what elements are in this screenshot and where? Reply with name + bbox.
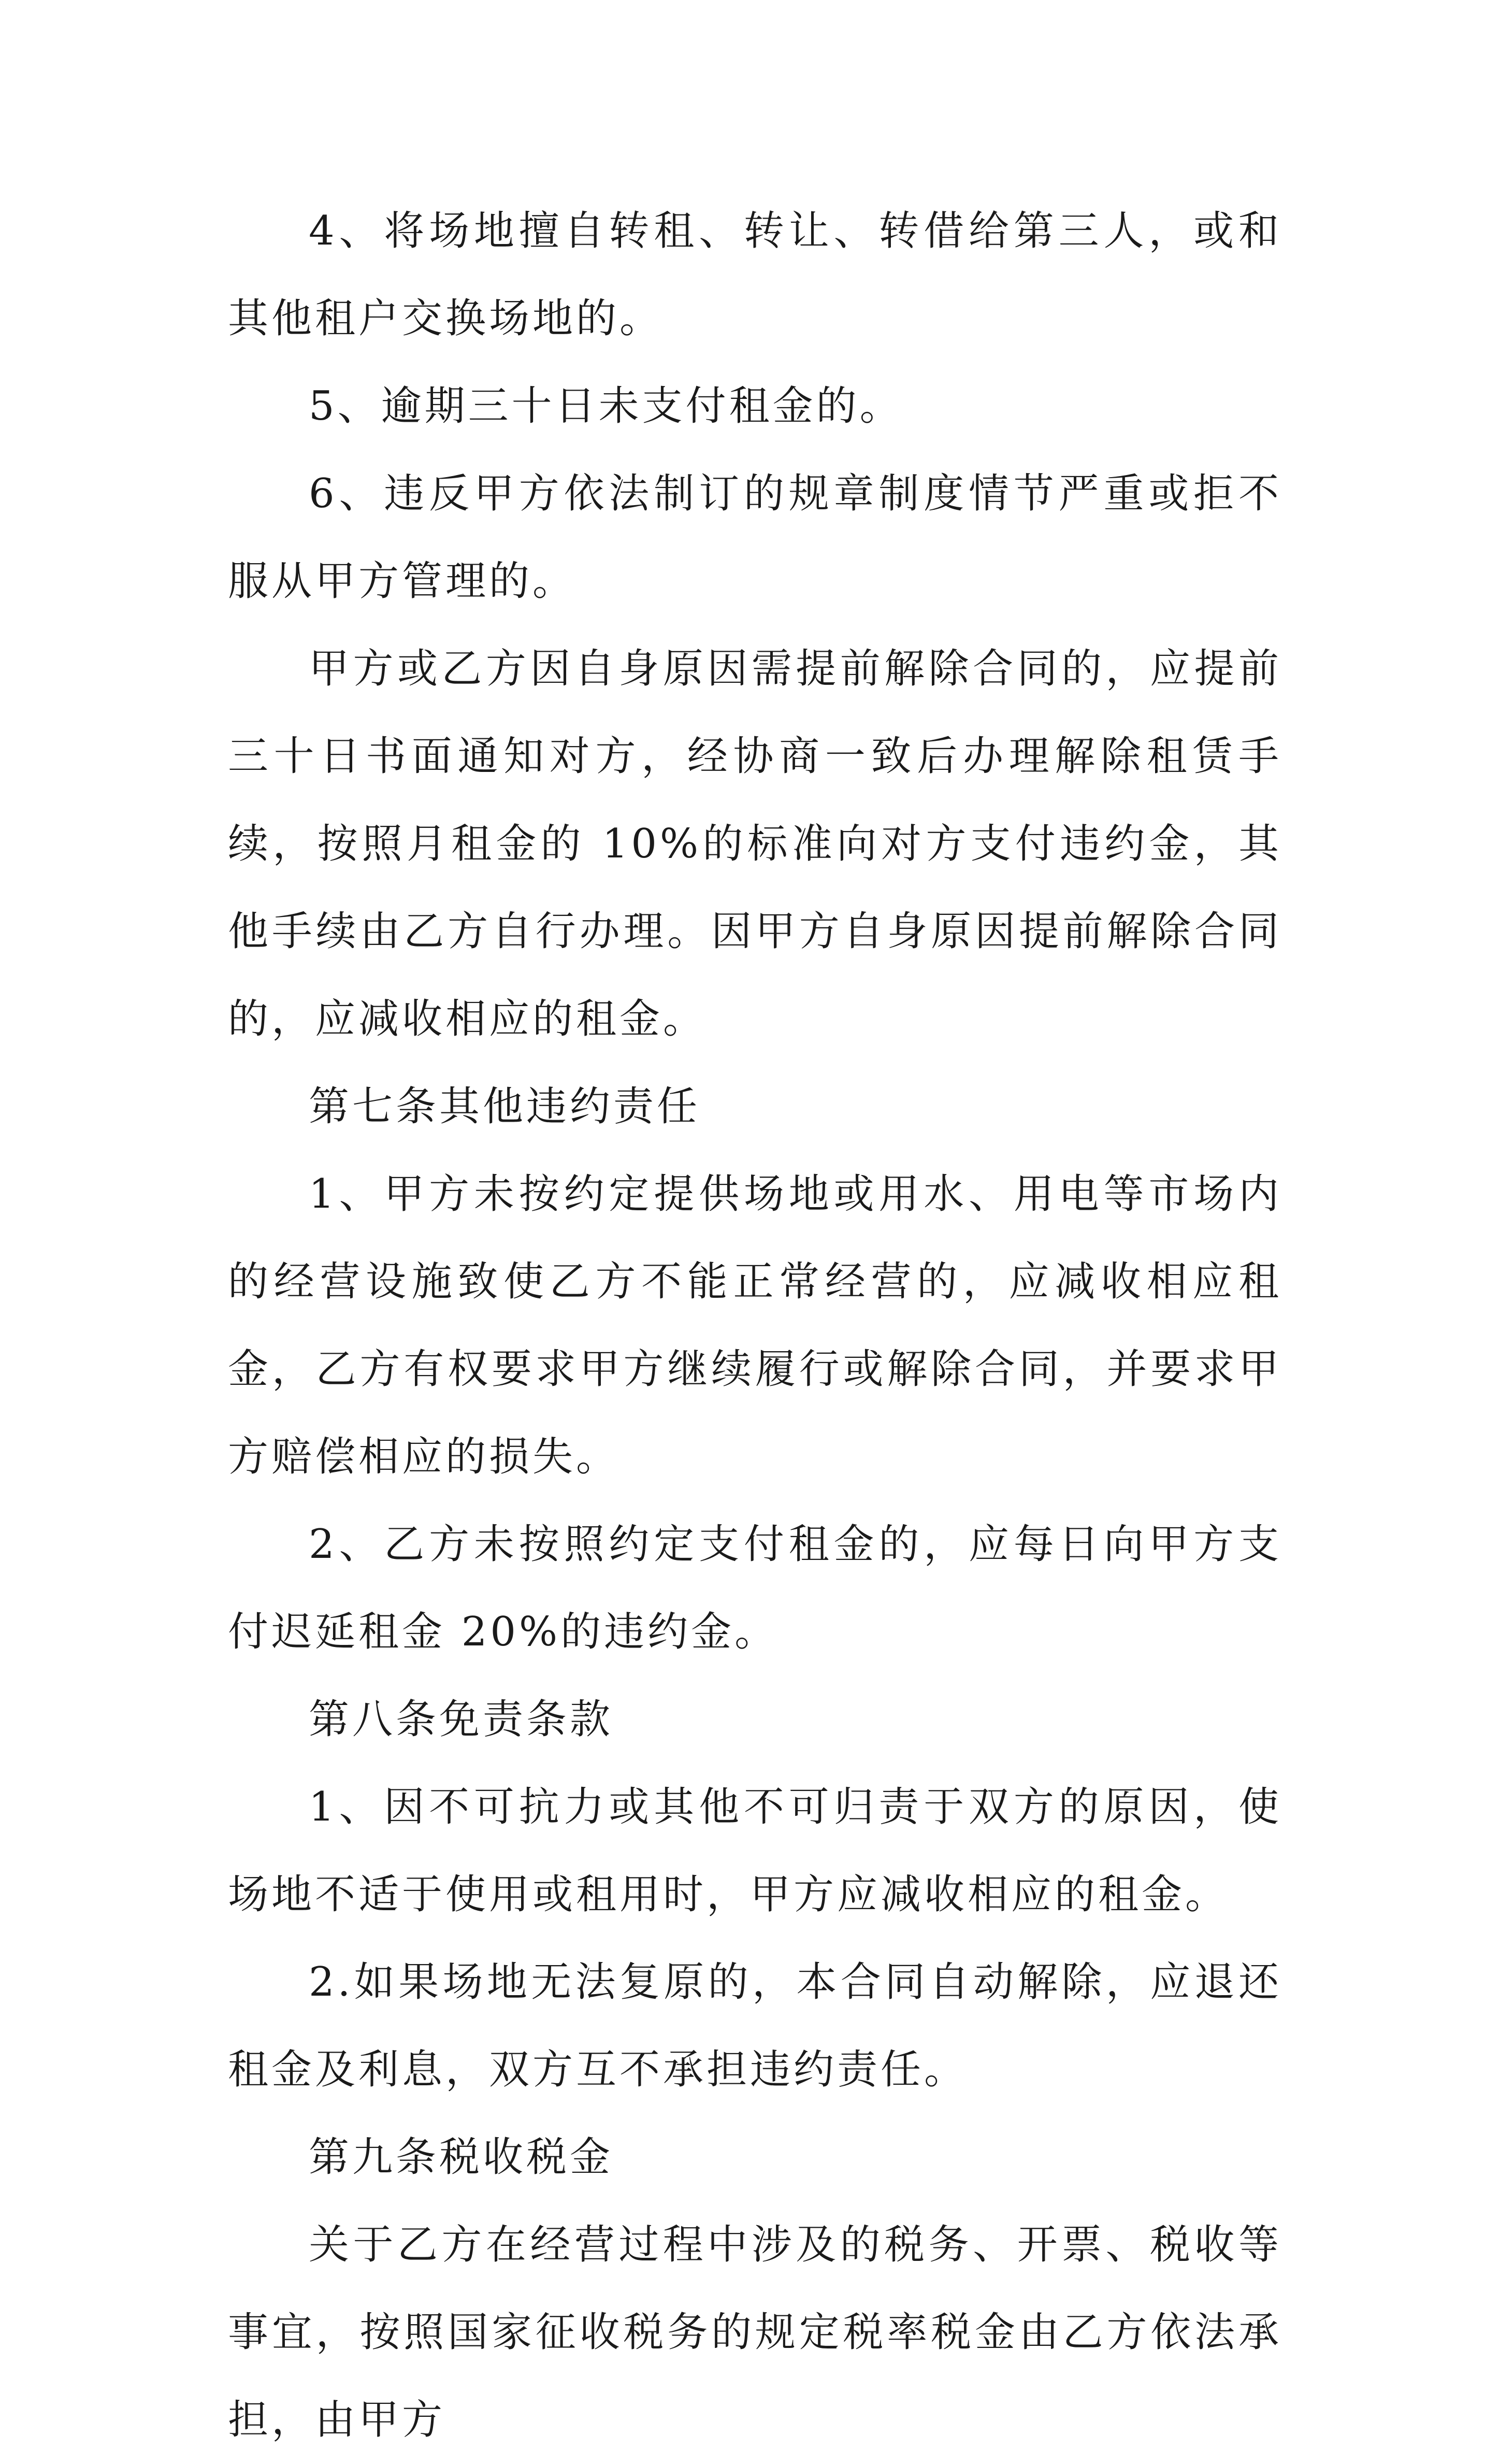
- article-8-item-2: 2.如果场地无法复原的，本合同自动解除，应退还租金及利息，双方互不承担违约责任。: [228, 1959, 1282, 2093]
- document-body: [228, 188, 1282, 2464]
- article-9-heading: 第九条税收税金: [309, 2134, 614, 2181]
- clause-item-6: 6、违反甲方依法制订的规章制度情节严重或拒不服从甲方管理的。: [228, 470, 1282, 605]
- early-termination-paragraph: 甲方或乙方因自身原因需提前解除合同的，应提前三十日书面通知对方，经协商一致后办理解除租赁手续，按照月租金的 10%的标准向对方支付违约金，其他手续由乙方自行办理。因甲方自身原因提前解除合同的，应减收相应的租金。: [228, 646, 1282, 1042]
- article-7-heading: 第七条其他违约责任: [309, 1083, 701, 1130]
- article-7-item-1: 1、甲方未按约定提供场地或用水、用电等市场内的经营设施致使乙方不能正常经营的，应减收相应租金，乙方有权要求甲方继续履行或解除合同，并要求甲方赔偿相应的损失。: [228, 1171, 1282, 1480]
- article-8-item-1: 1、因不可抗力或其他不可归责于双方的原因，使场地不适于使用或租用时，甲方应减收相应的租金。: [228, 1784, 1282, 1918]
- clause-item-5: 5、逾期三十日未支付租金的。: [309, 383, 903, 429]
- clause-item-4: 4、将场地擅自转租、转让、转借给第三人，或和其他租户交换场地的。: [228, 208, 1282, 342]
- article-9-paragraph: 关于乙方在经营过程中涉及的税务、开票、税收等事宜，按照国家征收税务的规定税率税金由乙方依法承担，由甲方: [228, 2222, 1282, 2443]
- article-8-heading: 第八条免责条款: [309, 1696, 614, 1743]
- article-7-item-2: 2、乙方未按照约定支付租金的，应每日向甲方支付迟延租金 20%的违约金。: [228, 1521, 1282, 1655]
